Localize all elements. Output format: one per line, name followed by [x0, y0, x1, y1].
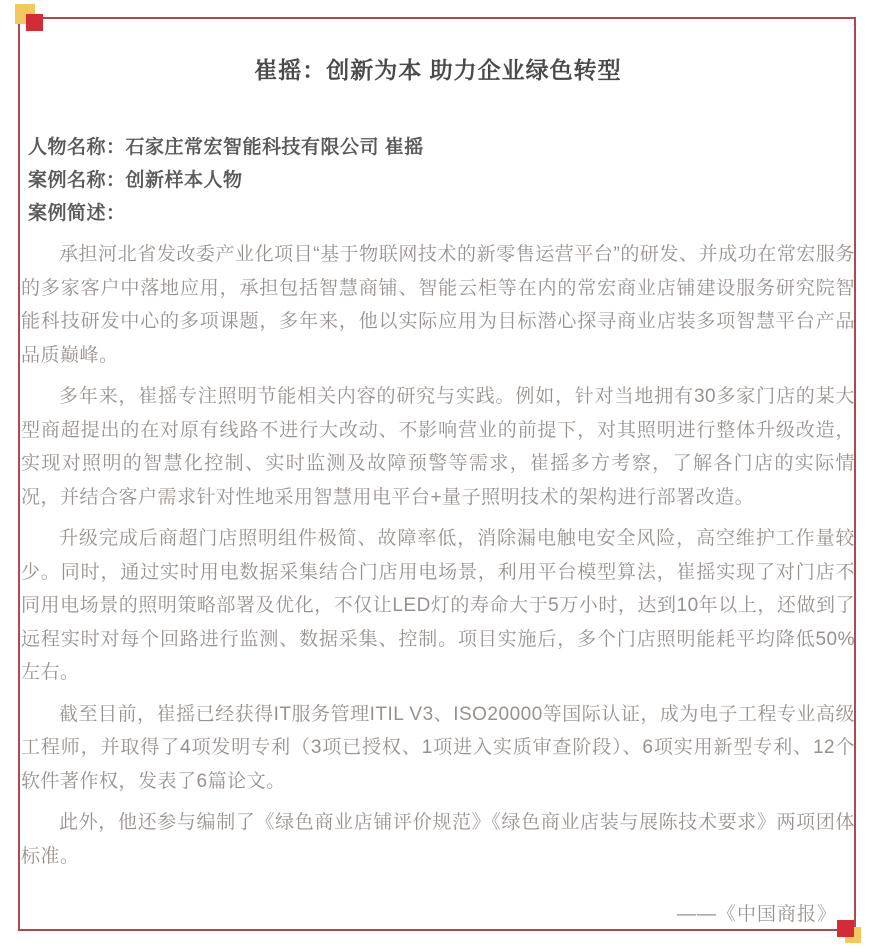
article-body [21, 238, 855, 873]
article-page [21, 52, 855, 926]
red-square-top-left [26, 14, 43, 31]
meta-case-summary-label: 案例简述： [28, 203, 126, 224]
body-paragraph-2: 多年来，崔摇专注照明节能相关内容的研究与实践。例如，针对当地拥有30多家门店的某大型商超提出的在对原有线路不进行大改动、不影响营业的前提下，对其照明进行整体升级改造，实现对照明的智慧化控制、实时监测及故障预警等需求，崔摇多方考察，了解各门店的实际情况，并结合客户需求针对性地采用智慧用电平台+量子照明技术的架构进行部署改造。 [21, 386, 855, 508]
meta-person-name: 人物名称：石家庄常宏智能科技有限公司 崔摇 [28, 137, 424, 158]
body-paragraph-1: 承担河北省发改委产业化项目“基于物联网技术的新零售运营平台”的研发、并成功在常宏服务的多家客户中落地应用，承担包括智慧商铺、智能云柜等在内的常宏商业店铺建设服务研究院智能科技研发中心的多项课题，多年来，他以实际应用为目标潜心探寻商业店装多项智慧平台产品品质巅峰。 [21, 244, 855, 366]
body-paragraph-4: 截至目前，崔摇已经获得IT服务管理ITIL V3、ISO20000等国际认证，成为电子工程专业高级工程师，并取得了4项发明专利（3项已授权、1项进入实质审查阶段）、6项实用新型专利、12个软件著作权，发表了6篇论文。 [21, 703, 855, 792]
source-attribution: ——《中国商报》 [676, 904, 837, 925]
article-meta-block [21, 131, 855, 230]
body-paragraph-5: 此外，他还参与编制了《绿色商业店铺评价规范》《绿色商业店装与展陈技术要求》两项团体标准。 [21, 812, 855, 867]
red-square-bottom-right [837, 920, 854, 937]
article-title: 崔摇：创新为本 助力企业绿色转型 [254, 57, 622, 83]
body-paragraph-3: 升级完成后商超门店照明组件极简、故障率低，消除漏电触电安全风险，高空维护工作量较少。同时，通过实时用电数据采集结合门店用电场景，利用平台模型算法，崔摇实现了对门店不同用电场景的照明策略部署及优化，不仅让LED灯的寿命大于5万小时，达到10年以上，还做到了远程实时对每个回路进行监测、数据采集、控制。项目实施后，多个门店照明能耗平均降低50%左右。 [21, 528, 855, 683]
meta-case-name: 案例名称：创新样本人物 [28, 170, 243, 191]
